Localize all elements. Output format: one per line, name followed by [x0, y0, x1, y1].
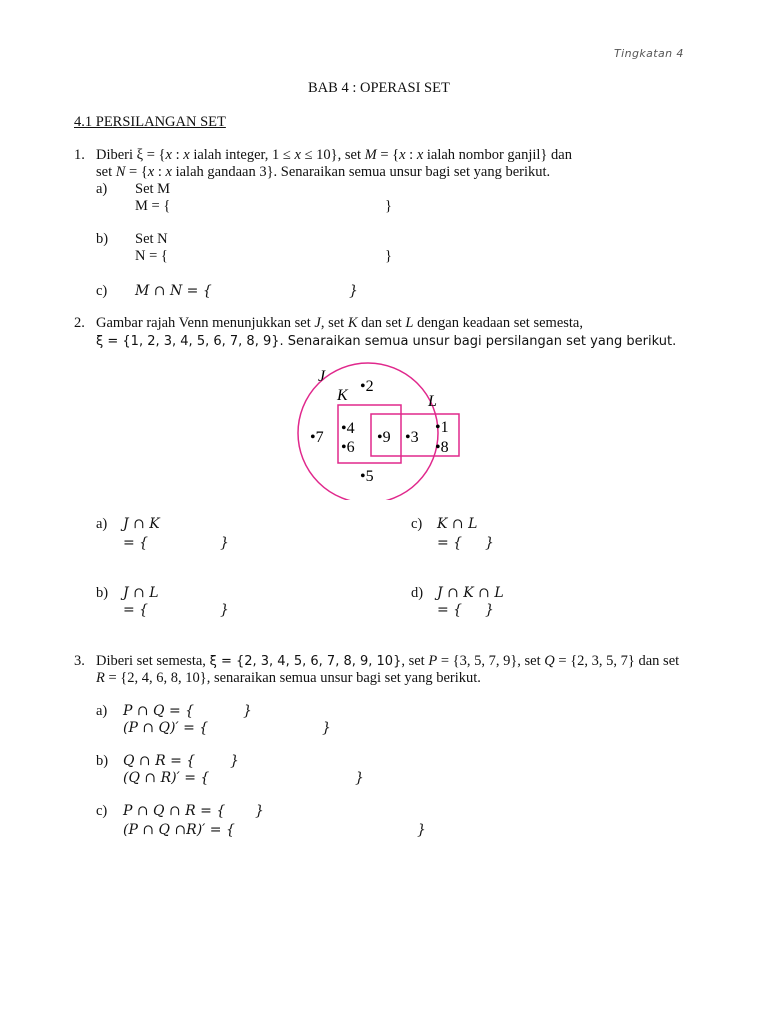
set-j-label: J — [318, 368, 326, 385]
j-intersect-k-expression: J ∩ K — [123, 516, 160, 532]
part-label: a) — [96, 516, 108, 532]
k-intersect-l-expression: K ∩ L — [437, 516, 478, 532]
venn-diagram — [290, 360, 490, 500]
q-intersect-r-complement-answer-close: } — [355, 770, 364, 786]
part-label: a) — [96, 703, 108, 719]
set-m-heading: Set M — [135, 181, 171, 197]
element-3: •3 — [405, 429, 419, 446]
question-2-line-2: ξ = {1, 2, 3, 4, 5, 6, 7, 8, 9}. Senaraikan semua unsur bagi persilangan set yang berikut. — [96, 334, 677, 349]
set-k-label: K — [337, 387, 348, 404]
p-intersect-q-intersect-r-answer-close: } — [255, 803, 264, 819]
question-number: 3. — [74, 653, 85, 669]
j-intersect-l-answer-close: } — [220, 602, 229, 618]
element-1: •1 — [435, 419, 449, 436]
element-6: •6 — [341, 439, 355, 456]
question-1-line-2: set N = {x : x ialah gandaan 3}. Senaraikan semua unsur bagi set yang berikut. — [96, 164, 551, 180]
set-l-label: L — [428, 393, 437, 410]
q-intersect-r-complement-answer-open: (Q ∩ R)′ = { — [123, 770, 210, 786]
j-intersect-k-intersect-l-answer-close: } — [485, 602, 494, 618]
element-2: •2 — [360, 378, 374, 395]
q-intersect-r-answer-open: Q ∩ R = { — [123, 753, 196, 769]
part-label: b) — [96, 585, 109, 601]
set-m-answer-close: } — [385, 198, 392, 214]
set-n-answer-close: } — [385, 248, 392, 264]
part-label: c) — [96, 283, 108, 299]
part-label: c) — [411, 516, 423, 532]
element-9: •9 — [377, 429, 391, 446]
set-n-heading: Set N — [135, 231, 168, 247]
p-intersect-q-intersect-r-answer-open: P ∩ Q ∩ R = { — [123, 803, 226, 819]
part-label: d) — [411, 585, 424, 601]
k-intersect-l-answer-close: } — [485, 535, 494, 551]
question-3-line-2: R = {2, 4, 6, 8, 10}, senaraikan semua unsur bagi set yang berikut. — [96, 670, 481, 686]
j-intersect-l-answer-open: = { — [123, 602, 149, 618]
part-label: c) — [96, 803, 108, 819]
question-3-line-1: Diberi set semesta, ξ = {2, 3, 4, 5, 6, 7, 8, 9, 10}, set P = {3, 5, 7, 9}, set Q = {2, 3, 5, 7} dan set — [96, 653, 680, 669]
m-intersect-n-answer-close: } — [349, 283, 358, 299]
k-intersect-l-answer-open: = { — [437, 535, 463, 551]
form-level-header: Tingkatan 4 — [614, 47, 684, 60]
part-label: b) — [96, 231, 109, 247]
set-n-answer-open: N = { — [135, 248, 168, 264]
m-intersect-n-answer-open: M ∩ N = { — [135, 283, 212, 299]
section-heading: 4.1 PERSILANGAN SET — [74, 114, 226, 130]
j-intersect-l-expression: J ∩ L — [123, 585, 159, 601]
part-label: a) — [96, 181, 108, 197]
question-1-line-1: Diberi ξ = {x : x ialah integer, 1 ≤ x ≤ 10}, set M = {x : x ialah nombor ganjil} dan — [96, 147, 572, 163]
question-number: 1. — [74, 147, 85, 163]
part-label: b) — [96, 753, 109, 769]
element-8: •8 — [435, 439, 449, 456]
j-intersect-k-intersect-l-answer-open: = { — [437, 602, 463, 618]
chapter-title: BAB 4 : OPERASI SET — [308, 80, 450, 96]
j-intersect-k-intersect-l-expression: J ∩ K ∩ L — [437, 585, 504, 601]
set-m-answer-open: M = { — [135, 198, 171, 214]
question-2-line-1: Gambar rajah Venn menunjukkan set J, set K dan set L dengan keadaan set semesta, — [96, 315, 583, 331]
j-intersect-k-answer-open: = { — [123, 535, 149, 551]
question-number: 2. — [74, 315, 85, 331]
element-5: •5 — [360, 468, 374, 485]
p-intersect-q-intersect-r-complement-answer-open: (P ∩ Q ∩R)′ = { — [123, 822, 235, 838]
element-7: •7 — [310, 429, 324, 446]
p-intersect-q-answer-close: } — [243, 703, 252, 719]
p-intersect-q-answer-open: P ∩ Q = { — [123, 703, 195, 719]
q-intersect-r-answer-close: } — [230, 753, 239, 769]
p-intersect-q-intersect-r-complement-answer-close: } — [417, 822, 426, 838]
p-intersect-q-complement-answer-close: } — [322, 720, 331, 736]
j-intersect-k-answer-close: } — [220, 535, 229, 551]
element-4: •4 — [341, 420, 355, 437]
p-intersect-q-complement-answer-open: (P ∩ Q)′ = { — [123, 720, 209, 736]
